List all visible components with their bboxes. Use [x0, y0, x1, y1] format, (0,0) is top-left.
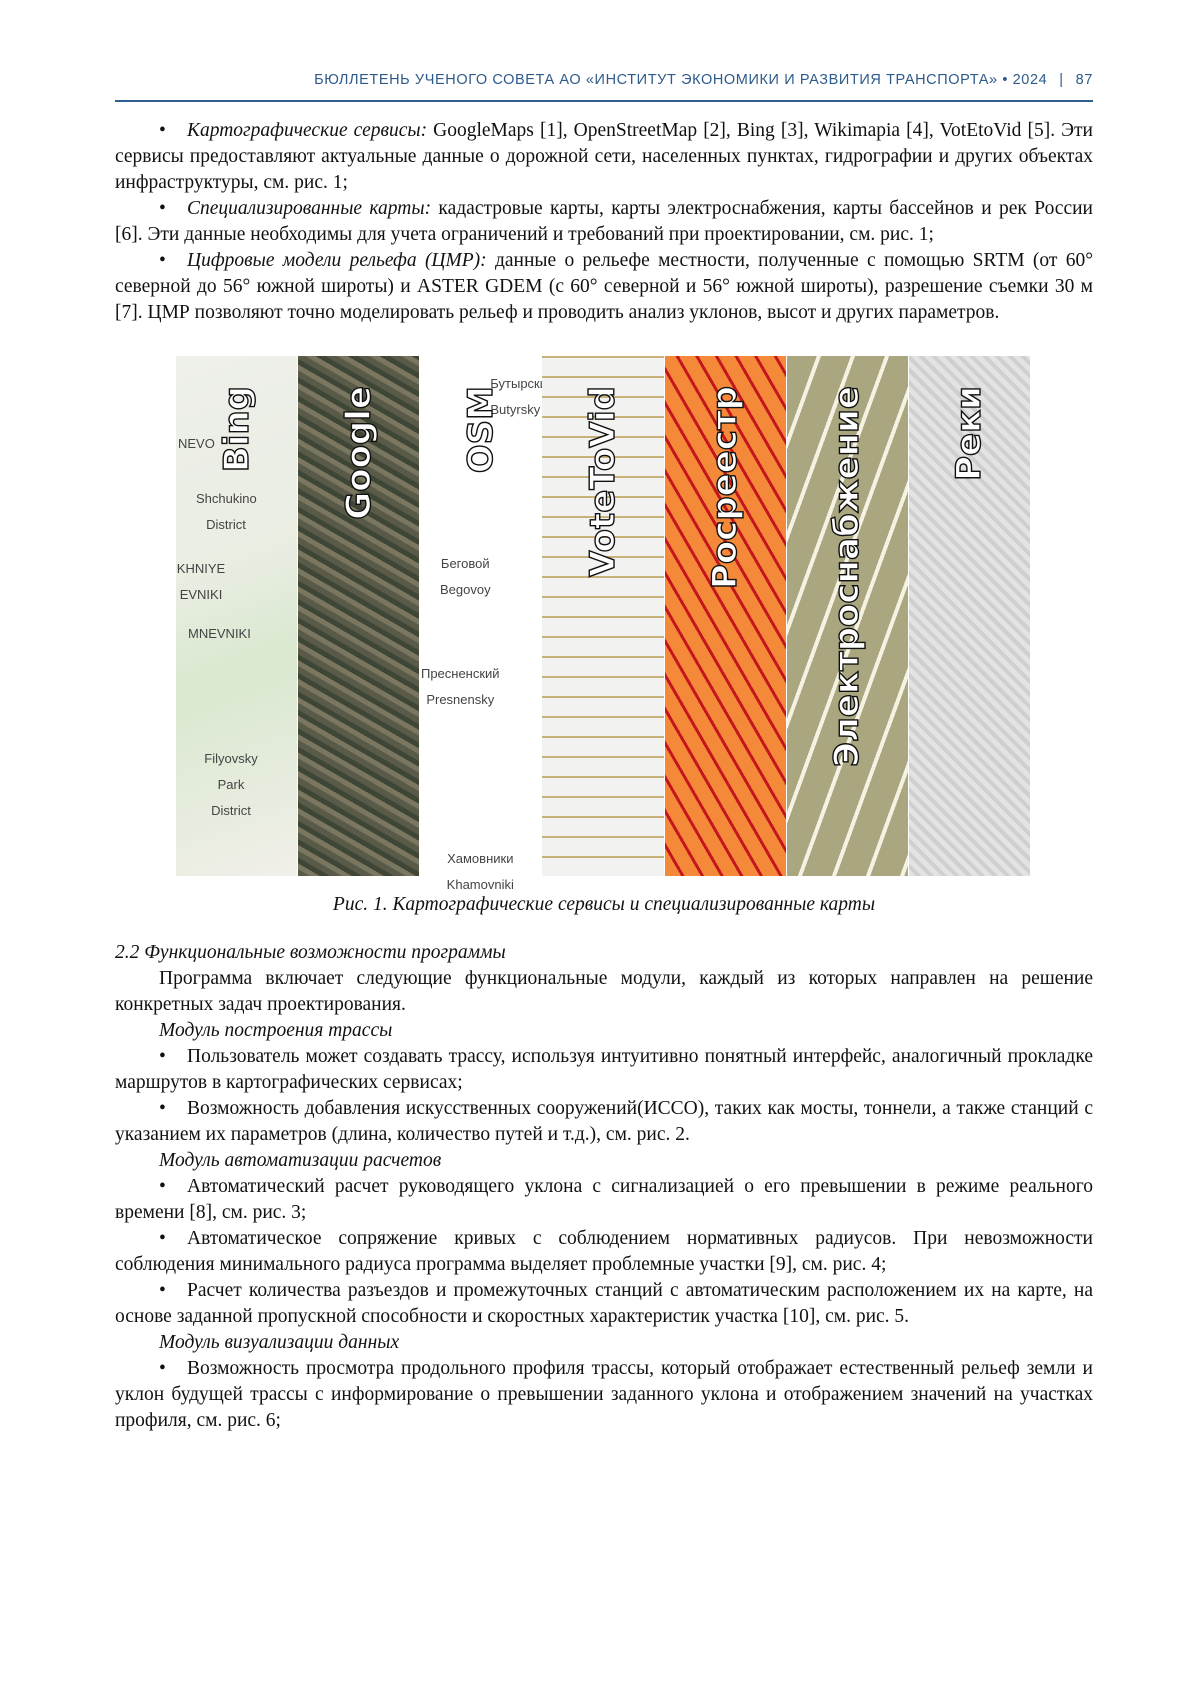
map-label: Пресненский Presnensky [420, 661, 500, 713]
bullet-text: Расчет количества разъездов и промежуточных станций с автоматическим расположением их на карте, на основе заданной пропускной способности и скоростных характеристик участка [10], см. рис. 5. [115, 1280, 1093, 1327]
map-strip-osm [420, 356, 542, 876]
bullet-text: Автоматический расчет руководящего уклона с сигнализацией о его превышении в режиме реального времени [8], см. рис. 3; [115, 1176, 1093, 1223]
module-title [115, 1018, 1093, 1044]
strip-label: VoteToVid [590, 386, 616, 577]
bullet-lead: Картографические сервисы: [187, 120, 427, 141]
strip-label: Росреестр [712, 386, 738, 589]
bullet-mark: • [159, 118, 187, 144]
bullet-item [115, 1356, 1093, 1434]
header-separator: | [1059, 72, 1063, 88]
map-label: Хамовники Khamovniki [435, 846, 525, 898]
figure-caption: Рис. 1. Картографические сервисы и специализированные карты [115, 892, 1093, 918]
map-label: Бутырский Butyrsky [490, 371, 540, 423]
map-strip-rosreestr [665, 356, 787, 876]
map-strip-rivers [909, 356, 1031, 876]
bullet-mark: • [159, 248, 187, 274]
bullet-mark: • [159, 1356, 187, 1382]
module-title-text: Модуль построения трассы [159, 1020, 392, 1041]
map-label: Shchukino District [196, 486, 256, 538]
bullet-mark: • [159, 196, 187, 222]
bullet-mark: • [159, 1174, 187, 1200]
section-heading: 2.2 Функциональные возможности программы [115, 940, 1093, 966]
module-title [115, 1330, 1093, 1356]
running-header [115, 68, 1093, 102]
bullet-item [115, 1096, 1093, 1148]
strip-label: Реки [956, 386, 982, 481]
module-title-text: Модуль визуализации данных [159, 1332, 399, 1353]
bullet-item [115, 1278, 1093, 1330]
bullet-mark: • [159, 1226, 187, 1252]
map-strip-bing [176, 356, 298, 876]
bullet-text: Пользователь может создавать трассу, используя интуитивно понятный интерфейс, аналогичный прокладке маршрутов в картографических сервисах; [115, 1046, 1093, 1093]
strip-label: Google [346, 386, 372, 520]
figure-map-strips [176, 356, 1031, 876]
bullet-text: кадастровые карты, карты электроснабжения, карты бассейнов и рек России [6]. Эти данные необходимы для учета ограничений и требований при проектировании, см. рис. 1; [115, 198, 1093, 245]
map-strip-power [787, 356, 909, 876]
bullet-item [115, 248, 1093, 326]
map-label: KHNIYE EVNIKI [176, 556, 226, 608]
bullet-item [115, 196, 1093, 248]
bullet-text: Возможность добавления искусственных сооружений(ИССО), таких как мосты, тоннели, а также станций с указанием их параметров (длина, количество путей и т.д.), см. рис. 2. [115, 1098, 1093, 1145]
strip-label: Bing [224, 386, 250, 472]
journal-title: БЮЛЛЕТЕНЬ УЧЕНОГО СОВЕТА АО «ИНСТИТУТ ЭКОНОМИКИ И РАЗВИТИЯ ТРАНСПОРТА» • 2024 [314, 72, 1047, 88]
strip-label: Электроснабжение [834, 386, 860, 767]
map-label: Беговой Begovoy [435, 551, 495, 603]
bullet-mark: • [159, 1278, 187, 1304]
map-label: NEVO [178, 431, 215, 457]
bullet-item [115, 1044, 1093, 1096]
bullet-lead: Специализированные карты: [187, 198, 431, 219]
bullet-mark: • [159, 1096, 187, 1122]
strip-label: OSM [468, 386, 494, 473]
module-title-text: Модуль автоматизации расчетов [159, 1150, 441, 1171]
bullet-mark: • [159, 1044, 187, 1070]
bullet-text: данные о рельефе местности, полученные с помощью SRTM (от 60° северной до 56° южной широты) и ASTER GDEM (с 60° северной и 56° южной широты), разрешение съемки 30 м [7]. ЦМР позволяют точно моделировать рельеф и проводить анализ уклонов, высот и других параметров. [115, 250, 1093, 323]
bullet-text: Автоматическое сопряжение кривых с соблюдением нормативных радиусов. При невозможности соблюдения минимального радиуса программа выделяет проблемные участки [9], см. рис. 4; [115, 1228, 1093, 1275]
page-number: 87 [1076, 72, 1093, 88]
map-strip-votetovid [542, 356, 664, 876]
page-body [115, 118, 1093, 1434]
map-label: MNEVNIKI [188, 621, 251, 647]
bullet-text: Возможность просмотра продольного профиля трассы, который отображает естественный рельеф земли и уклон будущей трассы с информирование о превышении заданного уклона и отображением значений на участках профиля, см. рис. 6; [115, 1358, 1093, 1431]
map-label: Filyovsky Park District [196, 746, 266, 824]
bullet-lead: Цифровые модели рельефа (ЦМР): [187, 250, 487, 271]
module-title [115, 1148, 1093, 1174]
section-intro: Программа включает следующие функциональные модули, каждый из которых направлен на решение конкретных задач проектирования. [115, 966, 1093, 1018]
map-strip-google [298, 356, 420, 876]
bullet-item [115, 1226, 1093, 1278]
bullet-item [115, 118, 1093, 196]
bullet-item [115, 1174, 1093, 1226]
bullet-text: GoogleMaps [1], OpenStreetMap [2], Bing [3], Wikimapia [4], VotEtoVid [5]. Эти сервисы предоставляют актуальные данные о дорожной сети, населенных пунктах, гидрографии и других объектах инфраструктуры, см. рис. 1; [115, 120, 1093, 193]
